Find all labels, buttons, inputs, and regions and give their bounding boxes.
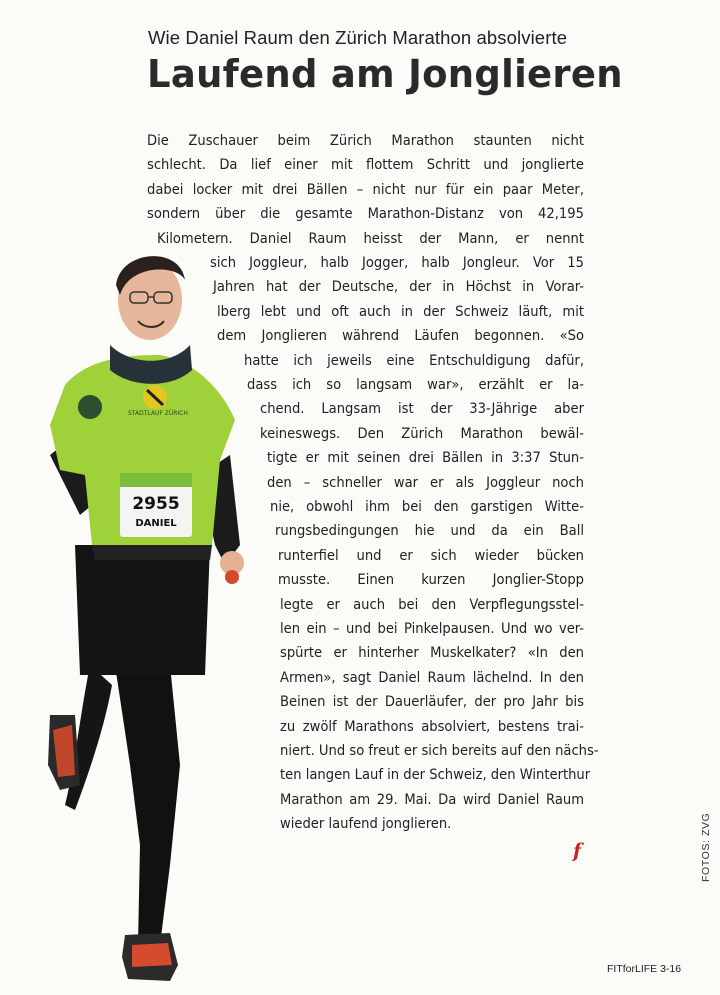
body-line: Armen», sagt Daniel Raum lächelnd. In den bbox=[280, 668, 584, 686]
body-line: hatte ich jeweils eine Entschuldigung dafür, bbox=[244, 351, 584, 369]
bib-number: 2955 bbox=[132, 494, 180, 514]
body-line: sondern über die gesamte Marathon-Distanz von 42,195 bbox=[147, 205, 584, 223]
body-line: lberg lebt und oft auch in der Schweiz läuft, mit bbox=[217, 302, 584, 320]
bib-name: DANIEL bbox=[135, 518, 177, 529]
body-line: dabei locker mit drei Bällen – nicht nur für ein paar Meter, bbox=[147, 180, 584, 198]
runner-photo bbox=[20, 245, 270, 985]
body-line: Jahren hat der Deutsche, der in Höchst in Vorar- bbox=[213, 278, 584, 296]
shirt-print: STADTLAUF ZÜRICH bbox=[128, 410, 188, 417]
body-line: spürte er hinterher Muskelkater? «In den bbox=[280, 644, 584, 662]
body-line: dem Jonglieren während Läufen begonnen. «So bbox=[217, 327, 584, 345]
body-line: nie, obwohl ihm bei den garstigen Witte- bbox=[270, 498, 584, 515]
body-line: schlecht. Da lief einer mit flottem Schritt und jonglierte bbox=[147, 156, 584, 174]
body-line: den – schneller war er als Joggleur noch bbox=[267, 473, 584, 491]
body-line: tigte er mit seinen drei Bällen in 3:37 Stun- bbox=[267, 449, 584, 467]
body-line: dass ich so langsam war», erzählt er la- bbox=[247, 376, 584, 393]
body-line: niert. Und so freut er sich bereits auf den nächs- bbox=[280, 742, 599, 759]
body-line: keineswegs. Den Zürich Marathon bewäl- bbox=[260, 424, 584, 442]
article-kicker: Wie Daniel Raum den Zürich Marathon absolvierte bbox=[148, 27, 568, 48]
body-line: sich Joggleur, halb Jogger, halb Jongleur. Vor 15 bbox=[210, 254, 584, 271]
body-line: len ein – und bei Pinkelpausen. Und wo ver- bbox=[280, 620, 584, 637]
juggling-ball-3 bbox=[225, 570, 239, 584]
body-line: zu zwölf Marathons absolviert, bestens trai- bbox=[280, 717, 584, 735]
body-line: wieder laufend jonglieren. bbox=[280, 815, 452, 833]
end-mark: f bbox=[573, 840, 582, 862]
body-line: Kilometern. Daniel Raum heisst der Mann, er nennt bbox=[157, 229, 584, 247]
body-line: chend. Langsam ist der 33-Jährige aber bbox=[260, 400, 584, 418]
body-line: rungsbedingungen hie und da ein Ball bbox=[275, 522, 584, 540]
body-line: Marathon am 29. Mai. Da wird Daniel Raum bbox=[280, 790, 584, 808]
article-headline: Laufend am Jonglieren bbox=[147, 52, 623, 97]
body-line: Die Zuschauer beim Zürich Marathon staunten nicht bbox=[147, 132, 584, 149]
body-line: runterfiel und er sich wieder bücken bbox=[278, 546, 584, 564]
body-line: Beinen ist der Dauerläufer, der pro Jahr bis bbox=[280, 693, 584, 711]
body-line: musste. Einen kurzen Jonglier-Stopp bbox=[278, 571, 584, 589]
juggling-ball-1 bbox=[78, 395, 102, 419]
runner-front-leg bbox=[115, 665, 180, 945]
page-footer: FITforLIFE 3-16 bbox=[607, 963, 682, 975]
body-line: ten langen Lauf in der Schweiz, den Winterthur bbox=[280, 766, 591, 784]
body-line: legte er auch bei den Verpflegungsstel- bbox=[280, 595, 584, 613]
photo-credit: FOTOS: ZVG bbox=[700, 812, 712, 882]
